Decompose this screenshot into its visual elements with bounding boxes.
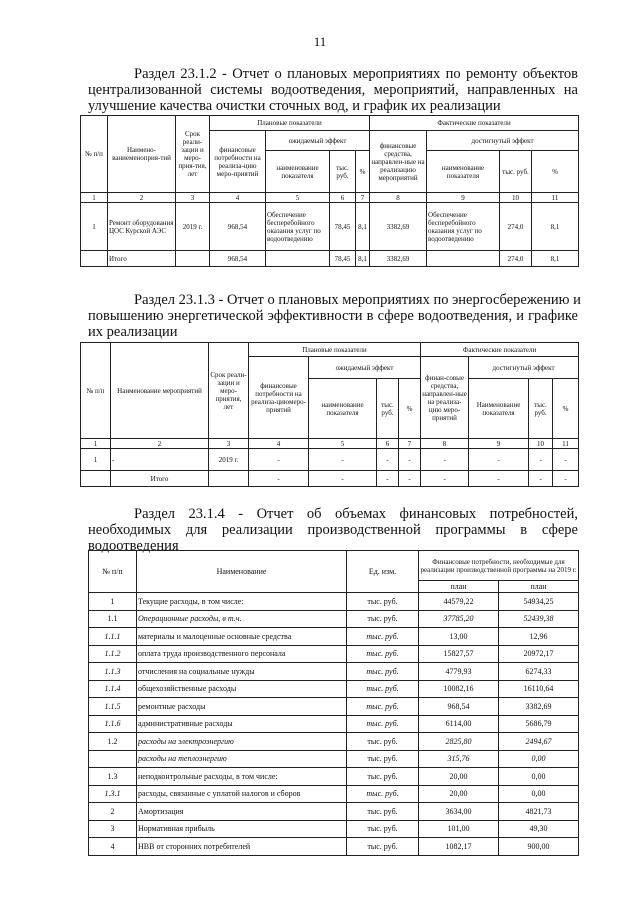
row-name: НВВ от сторонних потребителей <box>137 838 347 856</box>
col-num: 5 <box>309 439 377 449</box>
row-fact: 0,00 <box>499 785 579 803</box>
total-fact-fin: - <box>421 471 469 487</box>
col-num: 4 <box>210 193 266 203</box>
header-plan-thr: тыс. руб. <box>330 151 356 193</box>
row-fact-fin: - <box>421 449 469 471</box>
total-plan-thr: - <box>377 471 399 487</box>
total-fact-ind: - <box>469 471 529 487</box>
column-number-row <box>81 439 579 449</box>
total-plan-thr: 78,45 <box>330 251 356 267</box>
total-row <box>81 251 579 267</box>
col-num: 2 <box>108 193 176 203</box>
row-fact: 0,00 <box>499 768 579 786</box>
row-num: 1.1.1 <box>89 628 137 646</box>
row-plan: 15827,57 <box>419 645 499 663</box>
row-fact: 52439,38 <box>499 610 579 628</box>
row-fact-fin: 3382,69 <box>370 203 427 251</box>
table-row <box>89 645 579 663</box>
total-plan-pct: - <box>399 471 421 487</box>
row-plan: 315,76 <box>419 750 499 768</box>
row-name: административные расходы <box>137 715 347 733</box>
row-num: 1.1.4 <box>89 680 137 698</box>
row-plan: 13,00 <box>419 628 499 646</box>
row-unit: тыс. руб. <box>347 768 419 786</box>
row-plan-thr: 78,45 <box>330 203 356 251</box>
col-num: 5 <box>266 193 330 203</box>
row-name: Ремонт оборудования ЦОС Курской АЭС <box>108 203 176 251</box>
row-plan: 10082,16 <box>419 680 499 698</box>
row-num: 1.1.3 <box>89 663 137 681</box>
row-fact: 2494,67 <box>499 733 579 751</box>
row-num: 1.3 <box>89 768 137 786</box>
header-planned: Плановые показатели <box>249 343 421 357</box>
col-num: 11 <box>532 193 579 203</box>
row-fact-pct: 8,1 <box>532 203 579 251</box>
row-name: отчисления на социальные нужды <box>137 663 347 681</box>
header-expected: ожидаемый эффект <box>266 131 370 151</box>
table-row <box>81 449 579 471</box>
row-fact: 0,00 <box>499 750 579 768</box>
total-plan-fin: 968,54 <box>210 251 266 267</box>
col-num: 1 <box>81 439 111 449</box>
row-num: 1.1.5 <box>89 698 137 716</box>
header-plan-thr: тыс. руб. <box>377 379 399 439</box>
table-row <box>89 628 579 646</box>
col-num: 9 <box>427 193 500 203</box>
row-num: 4 <box>89 838 137 856</box>
row-unit: тыс. руб. <box>347 698 419 716</box>
row-name: Текущие расходы, в том числе: <box>137 593 347 611</box>
row-plan-thr: - <box>377 449 399 471</box>
row-num: 1 <box>81 203 108 251</box>
header-fact-fin: финан-совые средства, направлен-ные на реализа-цию меро-приятий <box>421 357 469 439</box>
row-plan-ind: - <box>309 449 377 471</box>
col-num: 11 <box>553 439 579 449</box>
table-row <box>89 610 579 628</box>
row-num: 1.1 <box>89 610 137 628</box>
heading-line: необходимых для реализации производственной программы в сфере <box>88 522 578 538</box>
table-row <box>89 768 579 786</box>
total-fact-fin: 3382,69 <box>370 251 427 267</box>
row-plan: 20,00 <box>419 785 499 803</box>
total-fact-thr: - <box>529 471 553 487</box>
header-plan2: план <box>499 581 579 593</box>
row-name: ремонтные расходы <box>137 698 347 716</box>
table-row <box>89 733 579 751</box>
header-plan-ind: наименование показателя <box>266 151 330 193</box>
row-num: 1.3.1 <box>89 785 137 803</box>
row-plan: 44579,22 <box>419 593 499 611</box>
heading-line: повышению энергетической эффективности в сфере водоотведения, и графике <box>88 308 578 324</box>
row-plan: 6114,00 <box>419 715 499 733</box>
row-num: 1.2 <box>89 733 137 751</box>
col-num: 6 <box>330 193 356 203</box>
header-planned: Плановые показатели <box>210 116 370 131</box>
header-achieved: достигнутый эффект <box>469 357 579 379</box>
row-fact-pct: - <box>553 449 579 471</box>
header-term: Срок реали-зации и меро-приятия, лет <box>209 343 249 439</box>
row-fact: 16110,64 <box>499 680 579 698</box>
header-fact-fin: финансовые средства, направлен-ные на реализацию мероприятий <box>370 131 427 193</box>
row-num: 1.1.6 <box>89 715 137 733</box>
header-name: Наименование мероприятий <box>111 343 209 439</box>
row-plan-fin: 968,54 <box>210 203 266 251</box>
row-name: - <box>111 449 209 471</box>
header-term: Срок реали-зации и меро-прия-тия, лет <box>176 116 210 193</box>
header-plan-pct: % <box>356 151 370 193</box>
row-num: 1 <box>81 449 111 471</box>
heading-line: Раздел 23.1.2 - Отчет о плановых мероприятиях по ремонту объектов <box>134 66 578 82</box>
row-unit: тыс. руб. <box>347 750 419 768</box>
total-fact-thr: 274,0 <box>500 251 532 267</box>
row-name: расходы, связанные с уплатой налогов и сборов <box>137 785 347 803</box>
row-fact: 20972,17 <box>499 645 579 663</box>
row-plan: 1082,17 <box>419 838 499 856</box>
header-expected: ожидаемый эффект <box>309 357 421 379</box>
heading-line: водоотведения <box>88 538 179 554</box>
row-name: оплата труда производственного персонала <box>137 645 347 663</box>
total-fact-pct: 8,1 <box>532 251 579 267</box>
table-row <box>89 698 579 716</box>
header-name: Наименование <box>137 551 347 593</box>
header-name: Наимено-ваниеменоприя-тий <box>108 116 176 193</box>
row-plan: 2825,80 <box>419 733 499 751</box>
row-unit: тыс. руб. <box>347 593 419 611</box>
header-fact-thr: тыс. руб. <box>529 379 553 439</box>
col-num: 9 <box>469 439 529 449</box>
header-plan-ind: наименование показателя <box>309 379 377 439</box>
row-fact-thr: 274,0 <box>500 203 532 251</box>
row-fact-thr: - <box>529 449 553 471</box>
column-number-row <box>81 193 579 203</box>
section-23-1-2-heading <box>88 66 578 114</box>
header-plan-fin: финансовые потребности на реализа-циюмеро-приятий <box>249 357 309 439</box>
row-plan: 3634,00 <box>419 803 499 821</box>
row-name: Нормативная прибыль <box>137 820 347 838</box>
total-plan-fin: - <box>249 471 309 487</box>
table-row <box>89 803 579 821</box>
table-row <box>89 593 579 611</box>
table-row <box>89 785 579 803</box>
header-num: № п/п <box>89 551 137 593</box>
row-name: Амортизация <box>137 803 347 821</box>
col-num: 7 <box>356 193 370 203</box>
row-fact: 49,30 <box>499 820 579 838</box>
header-fact-pct: % <box>532 151 579 193</box>
total-fact-pct: - <box>553 471 579 487</box>
row-unit: тыс. руб. <box>347 785 419 803</box>
row-unit: тыс. руб. <box>347 680 419 698</box>
heading-line: их реализации <box>88 324 178 340</box>
row-plan: 4779,93 <box>419 663 499 681</box>
table-row <box>81 203 579 251</box>
col-num: 4 <box>249 439 309 449</box>
header-num: № п/п <box>81 343 111 439</box>
row-num <box>89 750 137 768</box>
row-plan: 968,54 <box>419 698 499 716</box>
row-plan: 37785,20 <box>419 610 499 628</box>
row-name: общехозяйственные расходы <box>137 680 347 698</box>
section-23-1-4-heading <box>88 506 578 554</box>
row-unit: тыс. руб. <box>347 838 419 856</box>
table-row <box>89 680 579 698</box>
row-fact: 4821,73 <box>499 803 579 821</box>
col-num: 2 <box>111 439 209 449</box>
row-fact: 12,96 <box>499 628 579 646</box>
col-num: 3 <box>176 193 210 203</box>
header-fact-pct: % <box>553 379 579 439</box>
heading-line: Раздел 23.1.4 - Отчет об объемах финансовых потребностей, <box>134 506 578 522</box>
header-fact-ind: Наименование показателя <box>469 379 529 439</box>
total-label: Итого <box>108 251 176 267</box>
col-num: 8 <box>370 193 427 203</box>
table-row <box>89 750 579 768</box>
heading-line: Раздел 23.1.3 - Отчет о плановых мероприятиях по энергосбережению и <box>134 292 581 308</box>
row-fact: 54934,25 <box>499 593 579 611</box>
header-unit: Ед. изм. <box>347 551 419 593</box>
energy-saving-measures-table <box>80 342 579 487</box>
row-name: материалы и малоценные основные средства <box>137 628 347 646</box>
row-fact: 900,00 <box>499 838 579 856</box>
row-unit: тыс. руб. <box>347 610 419 628</box>
header-fin: Финансовые потребности, необходимые для реализации производственной программы на 2019 г. <box>419 551 579 581</box>
row-name: расходы на теплоэнергию <box>137 750 347 768</box>
total-label: Итого <box>111 471 209 487</box>
row-unit: тыс. руб. <box>347 715 419 733</box>
row-plan: 101,00 <box>419 820 499 838</box>
header-plan-pct: % <box>399 379 421 439</box>
row-plan-fin: - <box>249 449 309 471</box>
header-plan-fin: финансовые потребности на реализа-цию меро-приятий <box>210 131 266 193</box>
row-unit: тыс. руб. <box>347 663 419 681</box>
col-num: 8 <box>421 439 469 449</box>
row-fact: 3382,69 <box>499 698 579 716</box>
heading-line: централизованной системы водоотведения, мероприятий, направленных на <box>88 82 578 98</box>
row-num: 1.1.2 <box>89 645 137 663</box>
row-plan-ind: Обеспечение бесперебойного оказания услуг по водоотведению <box>266 203 330 251</box>
row-unit: тыс. руб. <box>347 628 419 646</box>
heading-line: улучшение качества очистки сточных вод, и график их реализации <box>88 98 501 114</box>
row-plan-pct: - <box>399 449 421 471</box>
financial-needs-table <box>88 550 579 856</box>
page-number: 11 <box>313 34 327 49</box>
row-plan-pct: 8,1 <box>356 203 370 251</box>
header-fact-ind: наименование показателя <box>427 151 500 193</box>
section-23-1-3-heading <box>88 292 581 340</box>
row-num: 1 <box>89 593 137 611</box>
row-name: расходы на электроэнергию <box>137 733 347 751</box>
header-actual: Фактические показатели <box>421 343 579 357</box>
header-achieved: достигнутый эффект <box>427 131 579 151</box>
row-unit: тыс. руб. <box>347 820 419 838</box>
row-unit: тыс. руб. <box>347 645 419 663</box>
col-num: 1 <box>81 193 108 203</box>
col-num: 7 <box>399 439 421 449</box>
row-name: Операционные расходы, в т.ч. <box>137 610 347 628</box>
table-row <box>89 838 579 856</box>
planned-repair-measures-table <box>80 115 579 267</box>
header-plan: план <box>419 581 499 593</box>
total-plan-pct: 8,1 <box>356 251 370 267</box>
row-fact: 5686,79 <box>499 715 579 733</box>
table-row <box>89 663 579 681</box>
col-num: 6 <box>377 439 399 449</box>
row-fact-ind: - <box>469 449 529 471</box>
row-unit: тыс. руб. <box>347 803 419 821</box>
col-num: 3 <box>209 439 249 449</box>
total-plan-ind: - <box>309 471 377 487</box>
header-num: № п/п <box>81 116 108 193</box>
row-term: 2019 г. <box>209 449 249 471</box>
header-fact-thr: тыс. руб. <box>500 151 532 193</box>
row-fact: 6274,33 <box>499 663 579 681</box>
table-row <box>89 820 579 838</box>
row-term: 2019 г. <box>176 203 210 251</box>
col-num: 10 <box>500 193 532 203</box>
col-num: 10 <box>529 439 553 449</box>
row-num: 3 <box>89 820 137 838</box>
table-row <box>89 715 579 733</box>
row-unit: тыс. руб. <box>347 733 419 751</box>
total-row <box>81 471 579 487</box>
row-plan: 20,00 <box>419 768 499 786</box>
row-num: 2 <box>89 803 137 821</box>
row-fact-ind: Обеспечение бесперебойного оказания услуг по водоотведению <box>427 203 500 251</box>
header-actual: Фактические показатели <box>370 116 579 131</box>
row-name: неподконтрольные расходы, в том числе: <box>137 768 347 786</box>
